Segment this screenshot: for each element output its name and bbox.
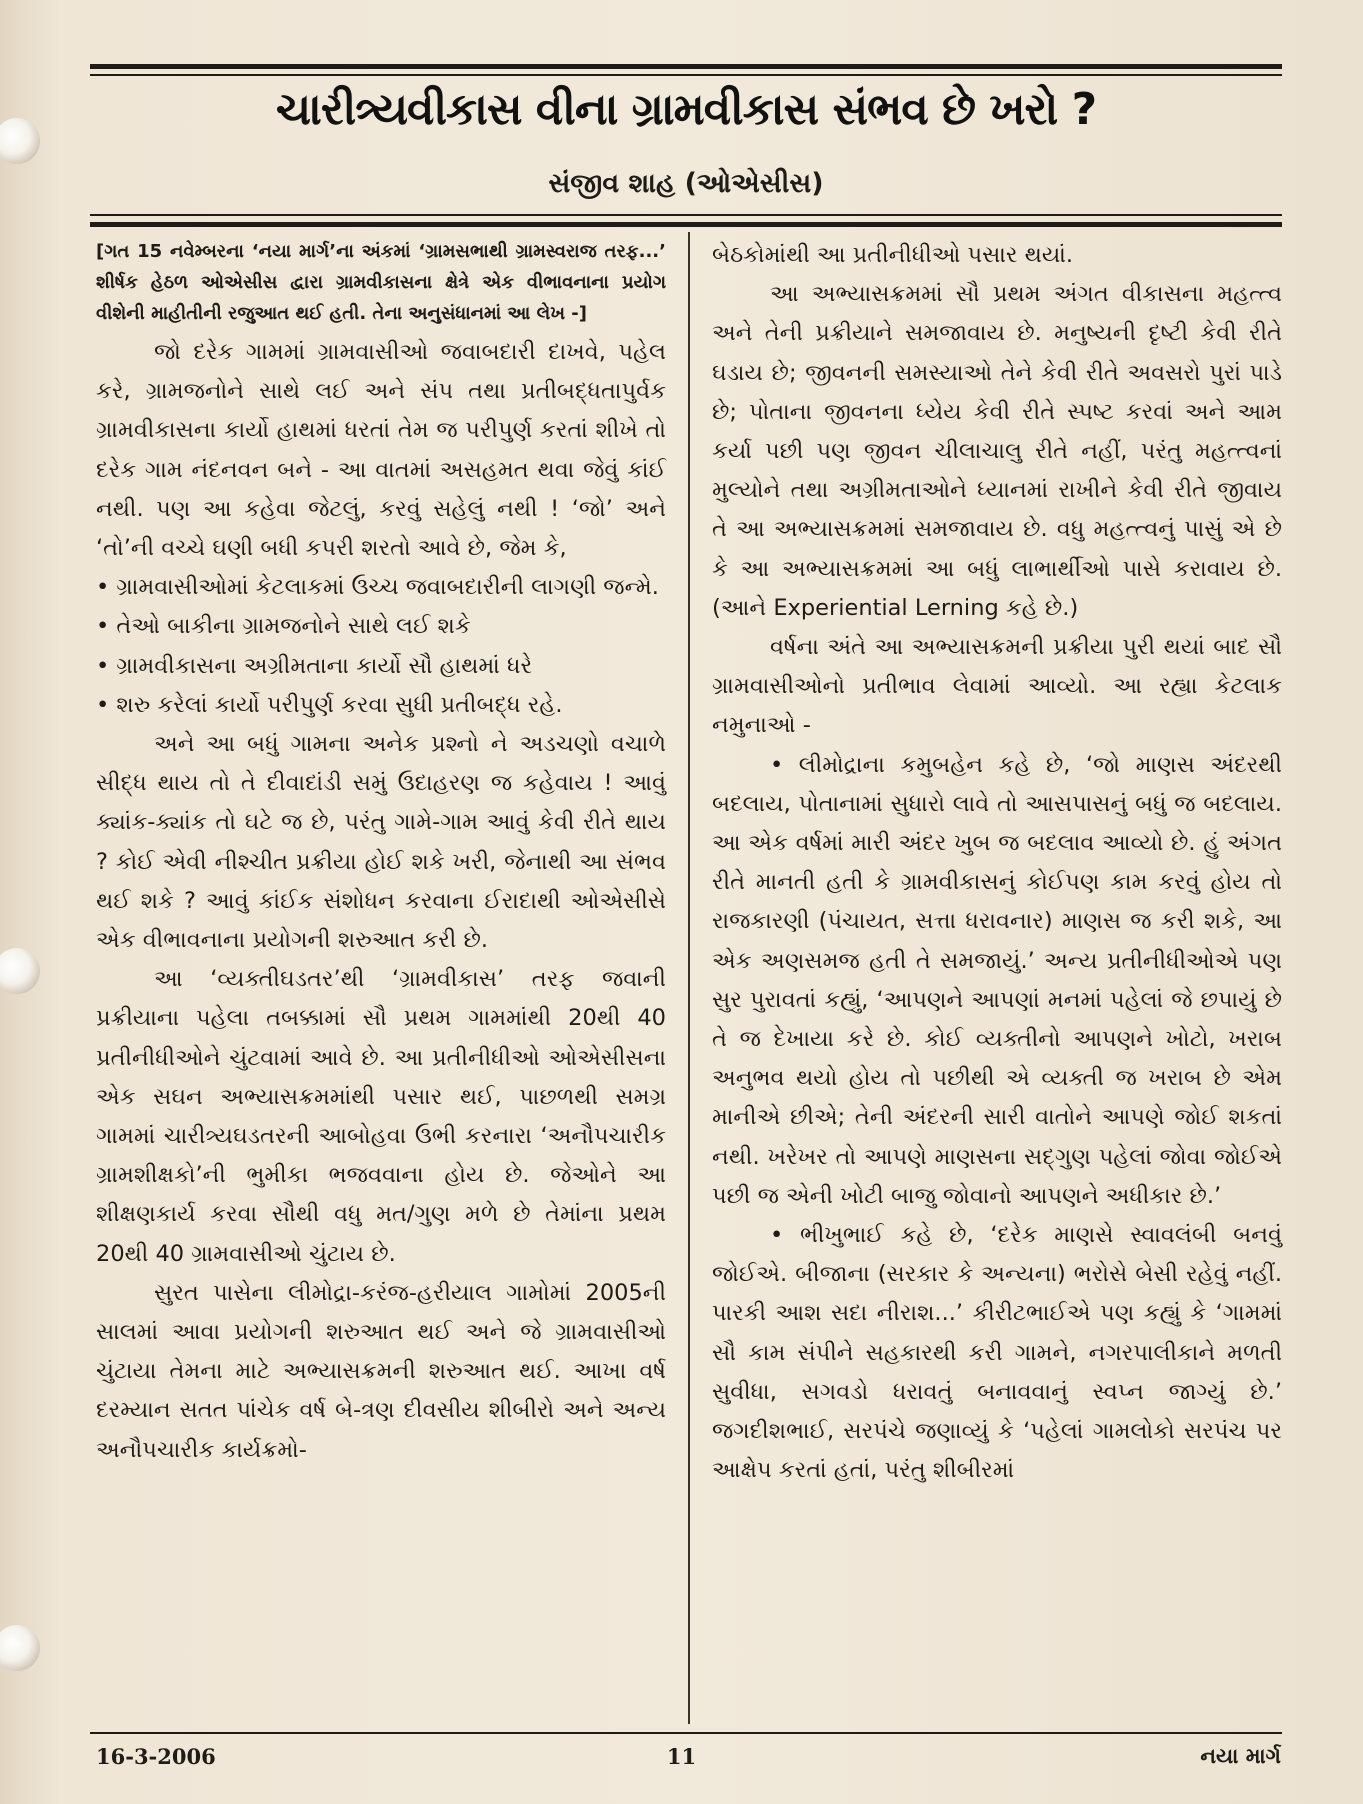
paragraph: સુરત પાસેના લીમોદ્રા-કરંજ-હરીયાલ ગામોમાં 2005ની સાલમાં આવા પ્રયોગની શરુઆત થઈ અને જે ગ્રામવાસીઓ ચુંટાયા તેમના માટે અભ્યાસક્રમની શરુઆત થઈ. આખા વર્ષ દરમ્યાન સતત પાંચેક વર્ષ બે-ત્રણ દીવસીય શીબીરો અને અન્ય અનૌપચારીક કાર્યક્રમો- bbox=[96, 1279, 666, 1463]
quote-paragraph: • ભીખુભાઈ કહે છે, ‘દરેક માણસે સ્વાવલંબી બનવું જોઈએ. બીજાના (સરકાર કે અન્યના) ભરોસે બેસી રહેવું નહીં. પારકી આશ સદા નીરાશ...’ કીરીટભાઈએ પણ કહ્યું કે ‘ગામમાં સૌ કામ સંપીને સહકારથી કરી ગામને, નગરપાલીકાને મળતી સુવીધા, સગવડો ધરાવતું બનાવવાનું સ્વપ્ન જાગ્યું છે.’ જગદીશભાઈ, સરપંચે જણાવ્યું કે ‘પહેલાં ગામલોકો સરપંચ પર આક્ષેપ કરતાં હતાં, પરંતુ શીબીરમાં bbox=[712, 1222, 1282, 1484]
page-number: 11 bbox=[666, 1744, 697, 1769]
header-rule-top bbox=[90, 64, 1282, 69]
left-column bbox=[96, 236, 666, 1470]
paragraph: આ અભ્યાસક્રમમાં સૌ પ્રથમ અંગત વીકાસના મહત્ત્વ અને તેની પ્રક્રીયાને સમજાવાય છે. મનુષ્યની દૃષ્ટી કેવી રીતે ઘડાય છે; જીવનની સમસ્યાઓ તેને કેવી રીતે અવસરો પુરાં પાડે છે; પોતાના જીવનના ધ્યેય કેવી રીતે સ્પષ્ટ કરવાં અને આમ કર્યા પછી પણ જીવન ચીલાચાલુ રીતે નહીં, પરંતુ મહત્ત્વનાં મુલ્યોને તથા અગ્રીમતાઓને ધ્યાનમાં રાખીને કેવી રીતે જીવાય તે આ અભ્યાસક્રમમાં સમજાવાય છે. વધુ મહત્ત્વનું પાસું એ છે કે આ અભ્યાસક્રમમાં આ બધું લાભાર્થીઓ પાસે કરાવાય છે. (આને Experiential Lerning કહે છે.) bbox=[712, 281, 1282, 621]
quote-paragraph: • લીમોદ્રાના કમુબહેન કહે છે, ‘જો માણસ અંદરથી બદલાય, પોતાનામાં સુધારો લાવે તો આસપાસનું બધું જ બદલાય. આ એક વર્ષમાં મારી અંદર ખુબ જ બદલાવ આવ્યો છે. હું અંગત રીતે માનતી હતી કે ગ્રામવીકાસનું કોઈપણ કામ કરવું હોય તો રાજકારણી (પંચાયત, સત્તા ધરાવનાર) માણસ જ કરી શકે, આ એક અણસમજ હતી તે સમજાયું.’ અન્ય પ્રતીનીધીઓએ પણ સુર પુરાવતાં કહ્યું, ‘આપણને આપણાં મનમાં પહેલાં જે છપાયું છે તે જ દેખાયા કરે છે. કોઈ વ્યક્તીનો આપણને ખોટો, ખરાબ અનુભવ થયો હોય તો પછીથી એ વ્યક્તી જ ખરાબ છે એમ માનીએ છીએ; તેની અંદરની સારી વાતોને આપણે જોઈ શકતાં નથી. ખરેખર તો આપણે માણસના સદ્ગુણ પહેલાં જોવા જોઈએ પછી જ એની ખોટી બાજુ જોવાનો આપણને અધીકાર છે.’ bbox=[712, 751, 1282, 1209]
paragraph: બેઠકોમાંથી આ પ્રતીનીધીઓ પસાર થયાં. bbox=[712, 242, 1074, 268]
bullet-item: • શરુ કરેલાં કાર્યો પરીપુર્ણ કરવા સુધી પ્રતીબદ્ધ રહે. bbox=[96, 691, 563, 718]
bullet-item: • તેઓ બાકીના ગ્રામજનોને સાથે લઈ શકે bbox=[96, 613, 471, 640]
header-rule-bottom bbox=[90, 222, 1282, 227]
article-title: ચારીત્ર્યવીકાસ વીના ગ્રામવીકાસ સંભવ છે ખરો ? bbox=[275, 84, 1097, 135]
header-rule-bottom-thin bbox=[90, 214, 1282, 216]
paragraph: અને આ બધું ગામના અનેક પ્રશ્નો ને અડચણો વચાળે સીદ્ધ થાય તો તે દીવાદાંડી સમું ઉદાહરણ જ કહેવાય ! આવું ક્યાંક-ક્યાંક તો ઘટે જ છે, પરંતુ ગામે-ગામ આવું કેવી રીતે થાય ? કોઈ એવી નીશ્ચીત પ્રક્રીયા હોઈ શકે ખરી, જેનાથી આ સંભવ થઈ શકે ? આવું કાંઈક સંશોધન કરવાના ઈરાદાથી ઓએસીસે એક વીભાવનાના પ્રયોગની શરુઆત કરી છે. bbox=[96, 731, 666, 954]
paragraph: આ ‘વ્યક્તીઘડતર’થી ‘ગ્રામવીકાસ’ તરફ જવાની પ્રક્રીયાના પહેલા તબક્કામાં સૌ પ્રથમ ગામમાંથી 20થી 40 પ્રતીનીધીઓને ચુંટવામાં આવે છે. આ પ્રતીનીધીઓ ઓએસીસના એક સઘન અભ્યાસક્રમમાંથી પસાર થઈ, પાછળથી સમગ્ર ગામમાં ચારીત્ર્યઘડતરની આબોહવા ઉભી કરનારા ‘અનૌપચારીક ગ્રામશીક્ષકો’ની ભુમીકા ભજવવાના હોય છે. જેઓને આ શીક્ષણકાર્ય કરવા સૌથી વધુ મત/ગુણ મળે છે તેમાંના પ્રથમ 20થી 40 ગ્રામવાસીઓ ચુંટાય છે. bbox=[96, 966, 666, 1267]
magazine-name: નયા માર્ગ bbox=[1200, 1744, 1281, 1768]
article-author: સંજીવ શાહ (ઓએસીસ) bbox=[548, 168, 824, 199]
header-rule-top-thin bbox=[90, 74, 1282, 76]
column-divider bbox=[688, 232, 690, 1724]
bullet-item: • ગ્રામવીકાસના અગ્રીમતાના કાર્યો સૌ હાથમાં ધરે bbox=[96, 652, 533, 679]
intro-note: [ગત 15 નવેમ્બરના ‘નયા માર્ગ’ના અંકમાં ‘ગ્રામસભાથી ગ્રામસ્વરાજ તરફ...’ શીર્ષક હેઠળ ઓએસીસ દ્વારા ગ્રામવીકાસના ક્ષેત્રે એક વીભાવનાના પ્રયોગ વીશેની માહીતીની રજુઆત થઈ હતી. તેના અનુસંધાનમાં આ લેખ -] bbox=[96, 241, 666, 324]
footer-rule bbox=[90, 1732, 1282, 1734]
bullet-item: • ગ્રામવાસીઓમાં કેટલાકમાં ઉચ્ચ જવાબદારીની લાગણી જન્મે. bbox=[96, 574, 659, 601]
binding-hole bbox=[0, 948, 40, 994]
binding-hole bbox=[0, 1625, 40, 1671]
right-column bbox=[712, 236, 1282, 1491]
binding-hole bbox=[0, 118, 40, 164]
paragraph: જો દરેક ગામમાં ગ્રામવાસીઓ જવાબદારી દાખવે, પહેલ કરે, ગ્રામજનોને સાથે લઈ અને સંપ તથા પ્રતીબદ્ધતાપુર્વક ગ્રામવીકાસના કાર્યો હાથમાં ધરતાં તેમ જ પરીપુર્ણ કરતાં શીખે તો દરેક ગામ નંદનવન બને - આ વાતમાં અસહમત થવા જેવું કાંઈ નથી. પણ આ કહેવા જેટલું, કરવું સહેલું નથી ! ‘જો’ અને ‘તો’ની વચ્ચે ઘણી બધી કપરી શરતો આવે છે, જેમ કે, bbox=[96, 339, 666, 562]
issue-date: 16-3-2006 bbox=[96, 1744, 216, 1769]
paragraph: વર્ષના અંતે આ અભ્યાસક્રમની પ્રક્રીયા પુરી થયાં બાદ સૌ ગ્રામવાસીઓનો પ્રતીભાવ લેવામાં આવ્યો. આ રહ્યા કેટલાક નમુનાઓ - bbox=[712, 634, 1282, 739]
